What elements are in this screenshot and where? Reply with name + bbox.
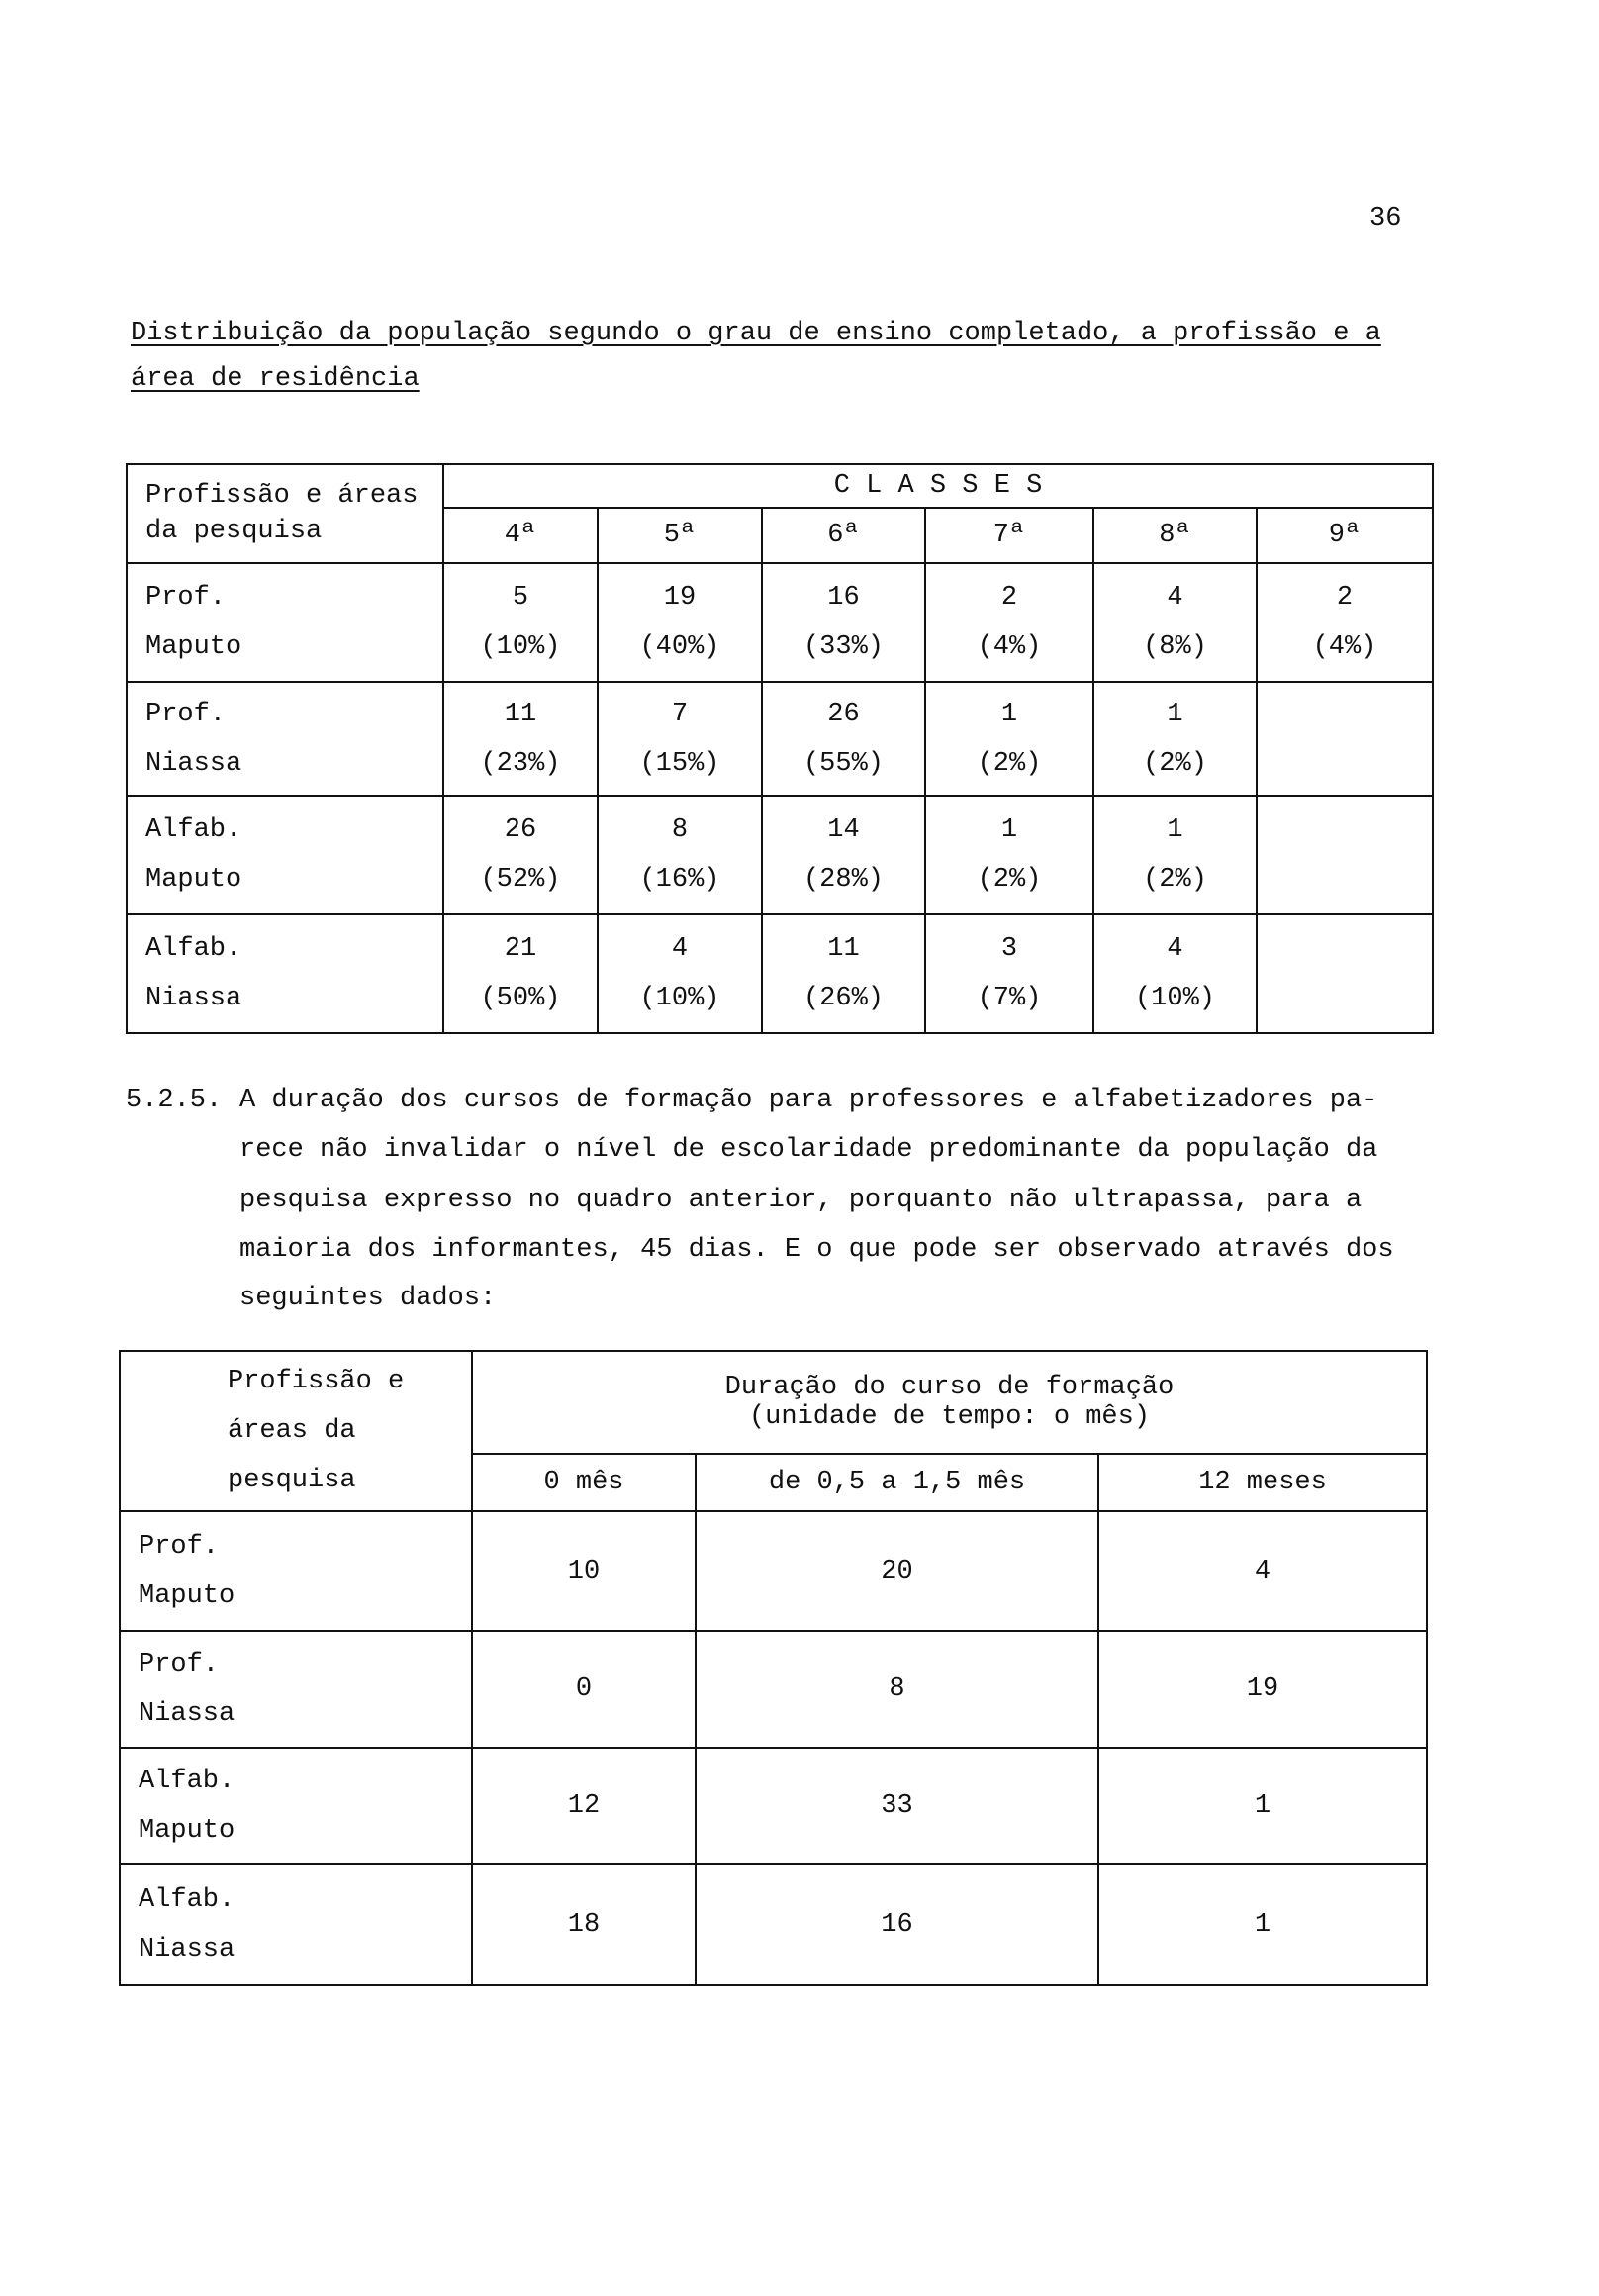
table-cell: [925, 563, 1093, 682]
paragraph-line: maioria dos informantes, 45 dias. E o que pode ser observado através dos: [239, 1235, 1394, 1265]
cell-percent: (33%): [802, 632, 884, 662]
cell-count: 26: [504, 815, 537, 845]
cell-count: 2: [1336, 583, 1354, 613]
table-cell: [443, 914, 598, 1033]
cell-percent: (10%): [1134, 984, 1215, 1013]
table-cell: 1: [1098, 1864, 1427, 1985]
row-label: [127, 914, 443, 1033]
cell-count: 19: [663, 583, 697, 613]
cell-count: 7: [671, 699, 689, 729]
cell-count: 1: [1167, 699, 1183, 729]
paragraph-line: A duração dos cursos de formação para professores e alfabetizadores pa-: [239, 1086, 1378, 1115]
cell-percent: (26%): [802, 984, 884, 1013]
row-label-profession: Prof.: [145, 583, 227, 613]
paragraph-line: seguintes dados:: [239, 1284, 497, 1313]
table-cell: 4: [1098, 1511, 1427, 1631]
table1-title-line1: Distribuição da população segundo o grau de ensino completado, a profissão e a: [131, 319, 1381, 348]
row-label-area: Maputo: [145, 632, 242, 662]
cell-percent: (2%): [977, 748, 1042, 779]
row-label: [120, 1631, 472, 1748]
cell-percent: (52%): [480, 865, 561, 895]
row-label-area: Niassa: [145, 748, 242, 779]
table-cell: [1257, 914, 1433, 1033]
cell-percent: [1258, 974, 1432, 1023]
cell-percent: (2%): [1143, 865, 1207, 895]
cell-count: [1258, 806, 1432, 855]
group-header-line: Duração do curso de formação: [724, 1373, 1175, 1402]
corner-line: pesquisa: [228, 1466, 356, 1495]
cell-percent: (2%): [1143, 748, 1207, 779]
cell-count: 1: [1000, 815, 1018, 845]
column-header: de 0,5 a 1,5 mês: [696, 1454, 1098, 1511]
table-cell: 12: [472, 1748, 696, 1864]
table-cell: [762, 796, 925, 914]
table-row: [120, 1864, 1427, 1985]
table-cell: [443, 682, 598, 796]
cell-count: 8: [671, 815, 689, 845]
table-cell: [1093, 563, 1257, 682]
table-cell: 16: [696, 1864, 1098, 1985]
cell-percent: (40%): [639, 632, 720, 662]
table-row: [120, 1511, 1427, 1631]
column-header: 0 mês: [472, 1454, 696, 1511]
corner-line: áreas da: [228, 1416, 356, 1446]
table-cell: 0: [472, 1631, 696, 1748]
cell-count: 3: [1000, 934, 1018, 964]
cell-count: 2: [1000, 583, 1018, 613]
table-row: [127, 914, 1433, 1033]
column-header: 7ª: [925, 508, 1093, 563]
column-header: 6ª: [762, 508, 925, 563]
column-header: 9ª: [1257, 508, 1433, 563]
cell-count: 14: [827, 815, 860, 845]
row-label-profession: Prof.: [139, 1650, 220, 1679]
page-number: 36: [1369, 204, 1402, 234]
cell-percent: (7%): [977, 984, 1042, 1013]
paragraph-line: rece não invalidar o nível de escolaridade predominante da população da: [239, 1135, 1378, 1165]
course-duration-table: [119, 1350, 1428, 1986]
table-row: [127, 563, 1433, 682]
row-label-area: Maputo: [145, 865, 242, 895]
row-label-profession: Alfab.: [145, 815, 242, 845]
row-label: [127, 682, 443, 796]
cell-percent: [1258, 739, 1432, 789]
table-cell: [443, 563, 598, 682]
duration-group-header: [472, 1351, 1427, 1454]
corner-line: Profissão e áreas: [145, 481, 419, 511]
table-cell: 10: [472, 1511, 696, 1631]
cell-percent: (28%): [802, 865, 884, 895]
row-label-area: Niassa: [139, 1934, 235, 1964]
row-label-profession: Alfab.: [139, 1884, 235, 1915]
cell-count: [1258, 690, 1432, 739]
row-label-profession: Alfab.: [145, 934, 242, 964]
cell-percent: (4%): [1312, 632, 1377, 662]
table-cell: [1257, 563, 1433, 682]
cell-count: 4: [1167, 934, 1183, 964]
table1-title-line2: área de residência: [131, 364, 420, 394]
cell-percent: [1258, 855, 1432, 905]
table-cell: [762, 682, 925, 796]
cell-percent: (50%): [480, 984, 561, 1013]
row-label: [120, 1864, 472, 1985]
cell-percent: (55%): [802, 748, 884, 779]
table-row: [120, 1631, 1427, 1748]
row-label-area: Niassa: [139, 1699, 235, 1729]
table-row: [127, 682, 1433, 796]
cell-percent: (23%): [480, 748, 561, 779]
table-cell: [598, 682, 762, 796]
cell-percent: (8%): [1143, 632, 1207, 662]
section-number: 5.2.5.: [126, 1086, 223, 1115]
row-label: [120, 1511, 472, 1631]
cell-percent: (16%): [639, 865, 720, 895]
table-row: [127, 796, 1433, 914]
row-label-profession: Prof.: [145, 699, 227, 729]
cell-percent: (10%): [480, 632, 561, 662]
column-header: 12 meses: [1098, 1454, 1427, 1511]
table-cell: [1093, 682, 1257, 796]
group-header-line: (unidade de tempo: o mês): [748, 1402, 1151, 1432]
table-cell: 8: [696, 1631, 1098, 1748]
corner-line: Profissão e: [228, 1367, 405, 1396]
table1-corner-header: [127, 464, 443, 563]
classes-table: [126, 463, 1434, 1034]
cell-count: 1: [1167, 815, 1183, 845]
corner-line: da pesquisa: [145, 517, 323, 546]
table-row: [120, 1748, 1427, 1864]
table-cell: 33: [696, 1748, 1098, 1864]
cell-count: 5: [512, 583, 529, 613]
table-cell: [925, 682, 1093, 796]
column-header: 8ª: [1093, 508, 1257, 563]
cell-count: 26: [827, 699, 860, 729]
cell-count: 4: [1167, 583, 1183, 613]
cell-count: 16: [827, 583, 860, 613]
row-label-profession: Prof.: [139, 1531, 220, 1562]
classes-group-header: C L A S S E S: [443, 464, 1433, 508]
table-cell: [925, 914, 1093, 1033]
column-header: 5ª: [598, 508, 762, 563]
cell-percent: (4%): [977, 632, 1042, 662]
row-label: [120, 1748, 472, 1864]
table-cell: [1093, 796, 1257, 914]
cell-count: 11: [504, 699, 537, 729]
cell-percent: (15%): [639, 748, 720, 779]
row-label: [127, 796, 443, 914]
cell-count: 21: [504, 934, 537, 964]
row-label: [127, 563, 443, 682]
table-cell: 19: [1098, 1631, 1427, 1748]
table-cell: [598, 796, 762, 914]
row-label-area: Niassa: [145, 984, 242, 1013]
cell-count: 1: [1000, 699, 1018, 729]
paragraph-line: pesquisa expresso no quadro anterior, porquanto não ultrapassa, para a: [239, 1186, 1363, 1215]
table-cell: [925, 796, 1093, 914]
table-cell: [443, 796, 598, 914]
table-cell: [762, 563, 925, 682]
table-cell: [1257, 796, 1433, 914]
cell-percent: (10%): [639, 984, 720, 1013]
cell-count: 4: [671, 934, 689, 964]
table-cell: [1093, 914, 1257, 1033]
table-cell: [1257, 682, 1433, 796]
table2-corner-header: [120, 1351, 472, 1511]
column-header: 4ª: [443, 508, 598, 563]
cell-count: 11: [827, 934, 860, 964]
row-label-area: Maputo: [139, 1580, 235, 1611]
row-label-profession: Alfab.: [139, 1766, 235, 1796]
table-cell: 20: [696, 1511, 1098, 1631]
table-cell: [762, 914, 925, 1033]
table-cell: 18: [472, 1864, 696, 1985]
table-cell: 1: [1098, 1748, 1427, 1864]
table-cell: [598, 563, 762, 682]
table-cell: [598, 914, 762, 1033]
cell-percent: (2%): [977, 865, 1042, 895]
cell-count: [1258, 924, 1432, 974]
row-label-area: Maputo: [139, 1815, 235, 1846]
